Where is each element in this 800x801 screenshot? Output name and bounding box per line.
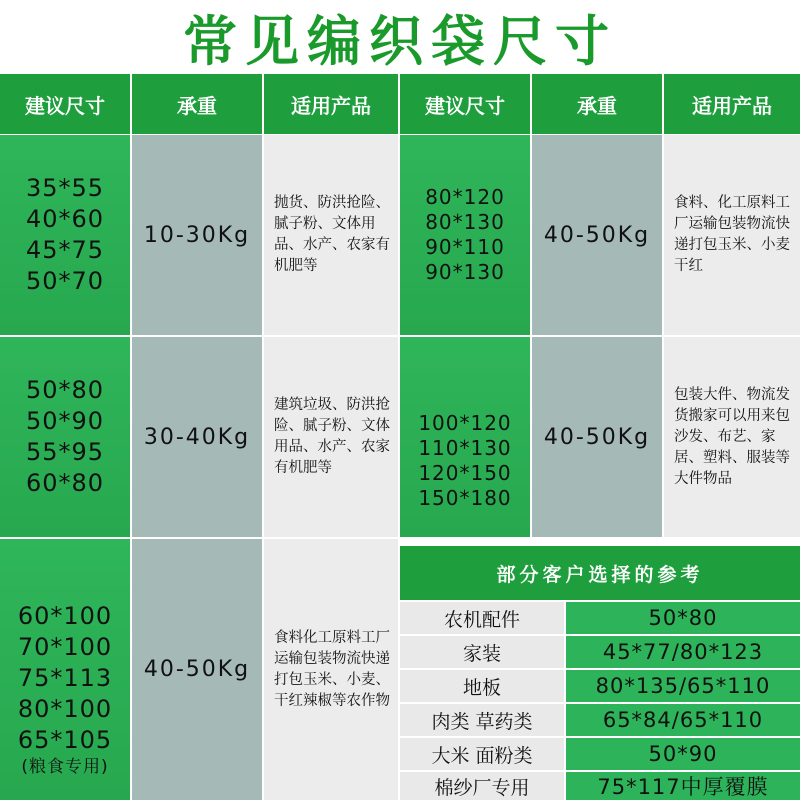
row1-left-sizes [0,135,130,335]
size-value: 35*55 [25,174,105,202]
size-value: 80*100 [17,695,113,723]
size-value: 75*113 [17,664,113,692]
size-value: 110*130 [418,436,512,460]
size-value: 70*100 [17,633,113,661]
size-value: 90*130 [425,260,505,284]
row3-left-sizes [0,539,130,800]
size-value: 60*80 [25,469,105,497]
size-value: 45*75 [25,236,105,264]
reference-value: 45*77/80*123 [566,636,800,668]
row1-right-products [664,135,800,335]
size-value: 65*105 [17,726,113,754]
page-title: 常见编织袋尺寸 [183,9,617,73]
size-value: 55*95 [25,438,105,466]
reference-title: 部分客户选择的参考 [400,546,800,600]
row2-left-weight: 30-40Kg [132,337,262,537]
row2-left-products [264,337,398,537]
row3-left-products [264,539,398,800]
reference-value: 75*117中厚覆膜 [566,772,800,800]
reference-value: 50*90 [566,738,800,770]
row1-right-weight: 40-50Kg [532,135,662,335]
reference-value: 50*80 [566,602,800,634]
products-text: 食料、化工原料工厂运输包装物流快递打包玉米、小麦干红 [674,195,790,274]
row2-right-weight: 40-50Kg [532,337,662,537]
row1-left-products [264,135,398,335]
products-text: 建筑垃圾、防洪抢险、腻子粉、文体用品、水产、农家有机肥等 [274,397,390,476]
reference-label: 农机配件 [400,602,564,634]
size-value: 80*120 [425,185,505,209]
header-weight-2: 承重 [532,74,662,134]
row2-right-sizes [400,337,530,537]
size-value: 50*90 [25,407,105,435]
reference-value: 65*84/65*110 [566,704,800,736]
size-value: 150*180 [418,486,512,510]
reference-label: 地板 [400,670,564,702]
size-value: 60*100 [17,602,113,630]
size-value: 50*70 [25,267,105,295]
reference-value: 80*135/65*110 [566,670,800,702]
header-products-2: 适用产品 [664,74,800,134]
row1-right-sizes [400,135,530,335]
products-text: 食料化工原料工厂运输包装物流快递打包玉米、小麦、干红辣椒等农作物 [274,629,390,709]
header-products-1: 适用产品 [264,74,398,134]
size-value: 90*110 [425,235,505,259]
reference-label: 棉纱厂专用 [400,772,564,800]
row1-left-weight: 10-30Kg [132,135,262,335]
reference-label: 大米 面粉类 [400,738,564,770]
size-value: 40*60 [25,205,105,233]
size-value: 120*150 [418,461,512,485]
size-value: 80*130 [425,210,505,234]
header-size-1: 建议尺寸 [0,74,130,134]
size-note: (粮食专用) [21,757,109,777]
size-value: 100*120 [418,411,512,435]
products-text: 抛货、防洪抢险、腻子粉、文体用品、水产、农家有机肥等 [274,195,390,274]
reference-label: 家装 [400,636,564,668]
row3-left-weight: 40-50Kg [132,539,262,800]
row2-left-sizes [0,337,130,537]
reference-label: 肉类 草药类 [400,704,564,736]
row2-right-products [664,337,800,537]
size-value: 50*80 [25,376,105,404]
products-text: 包装大件、物流发货搬家可以用来包沙发、布艺、家居、塑料、服装等大件物品 [674,386,790,487]
header-size-2: 建议尺寸 [400,74,530,134]
header-weight-1: 承重 [132,74,262,134]
